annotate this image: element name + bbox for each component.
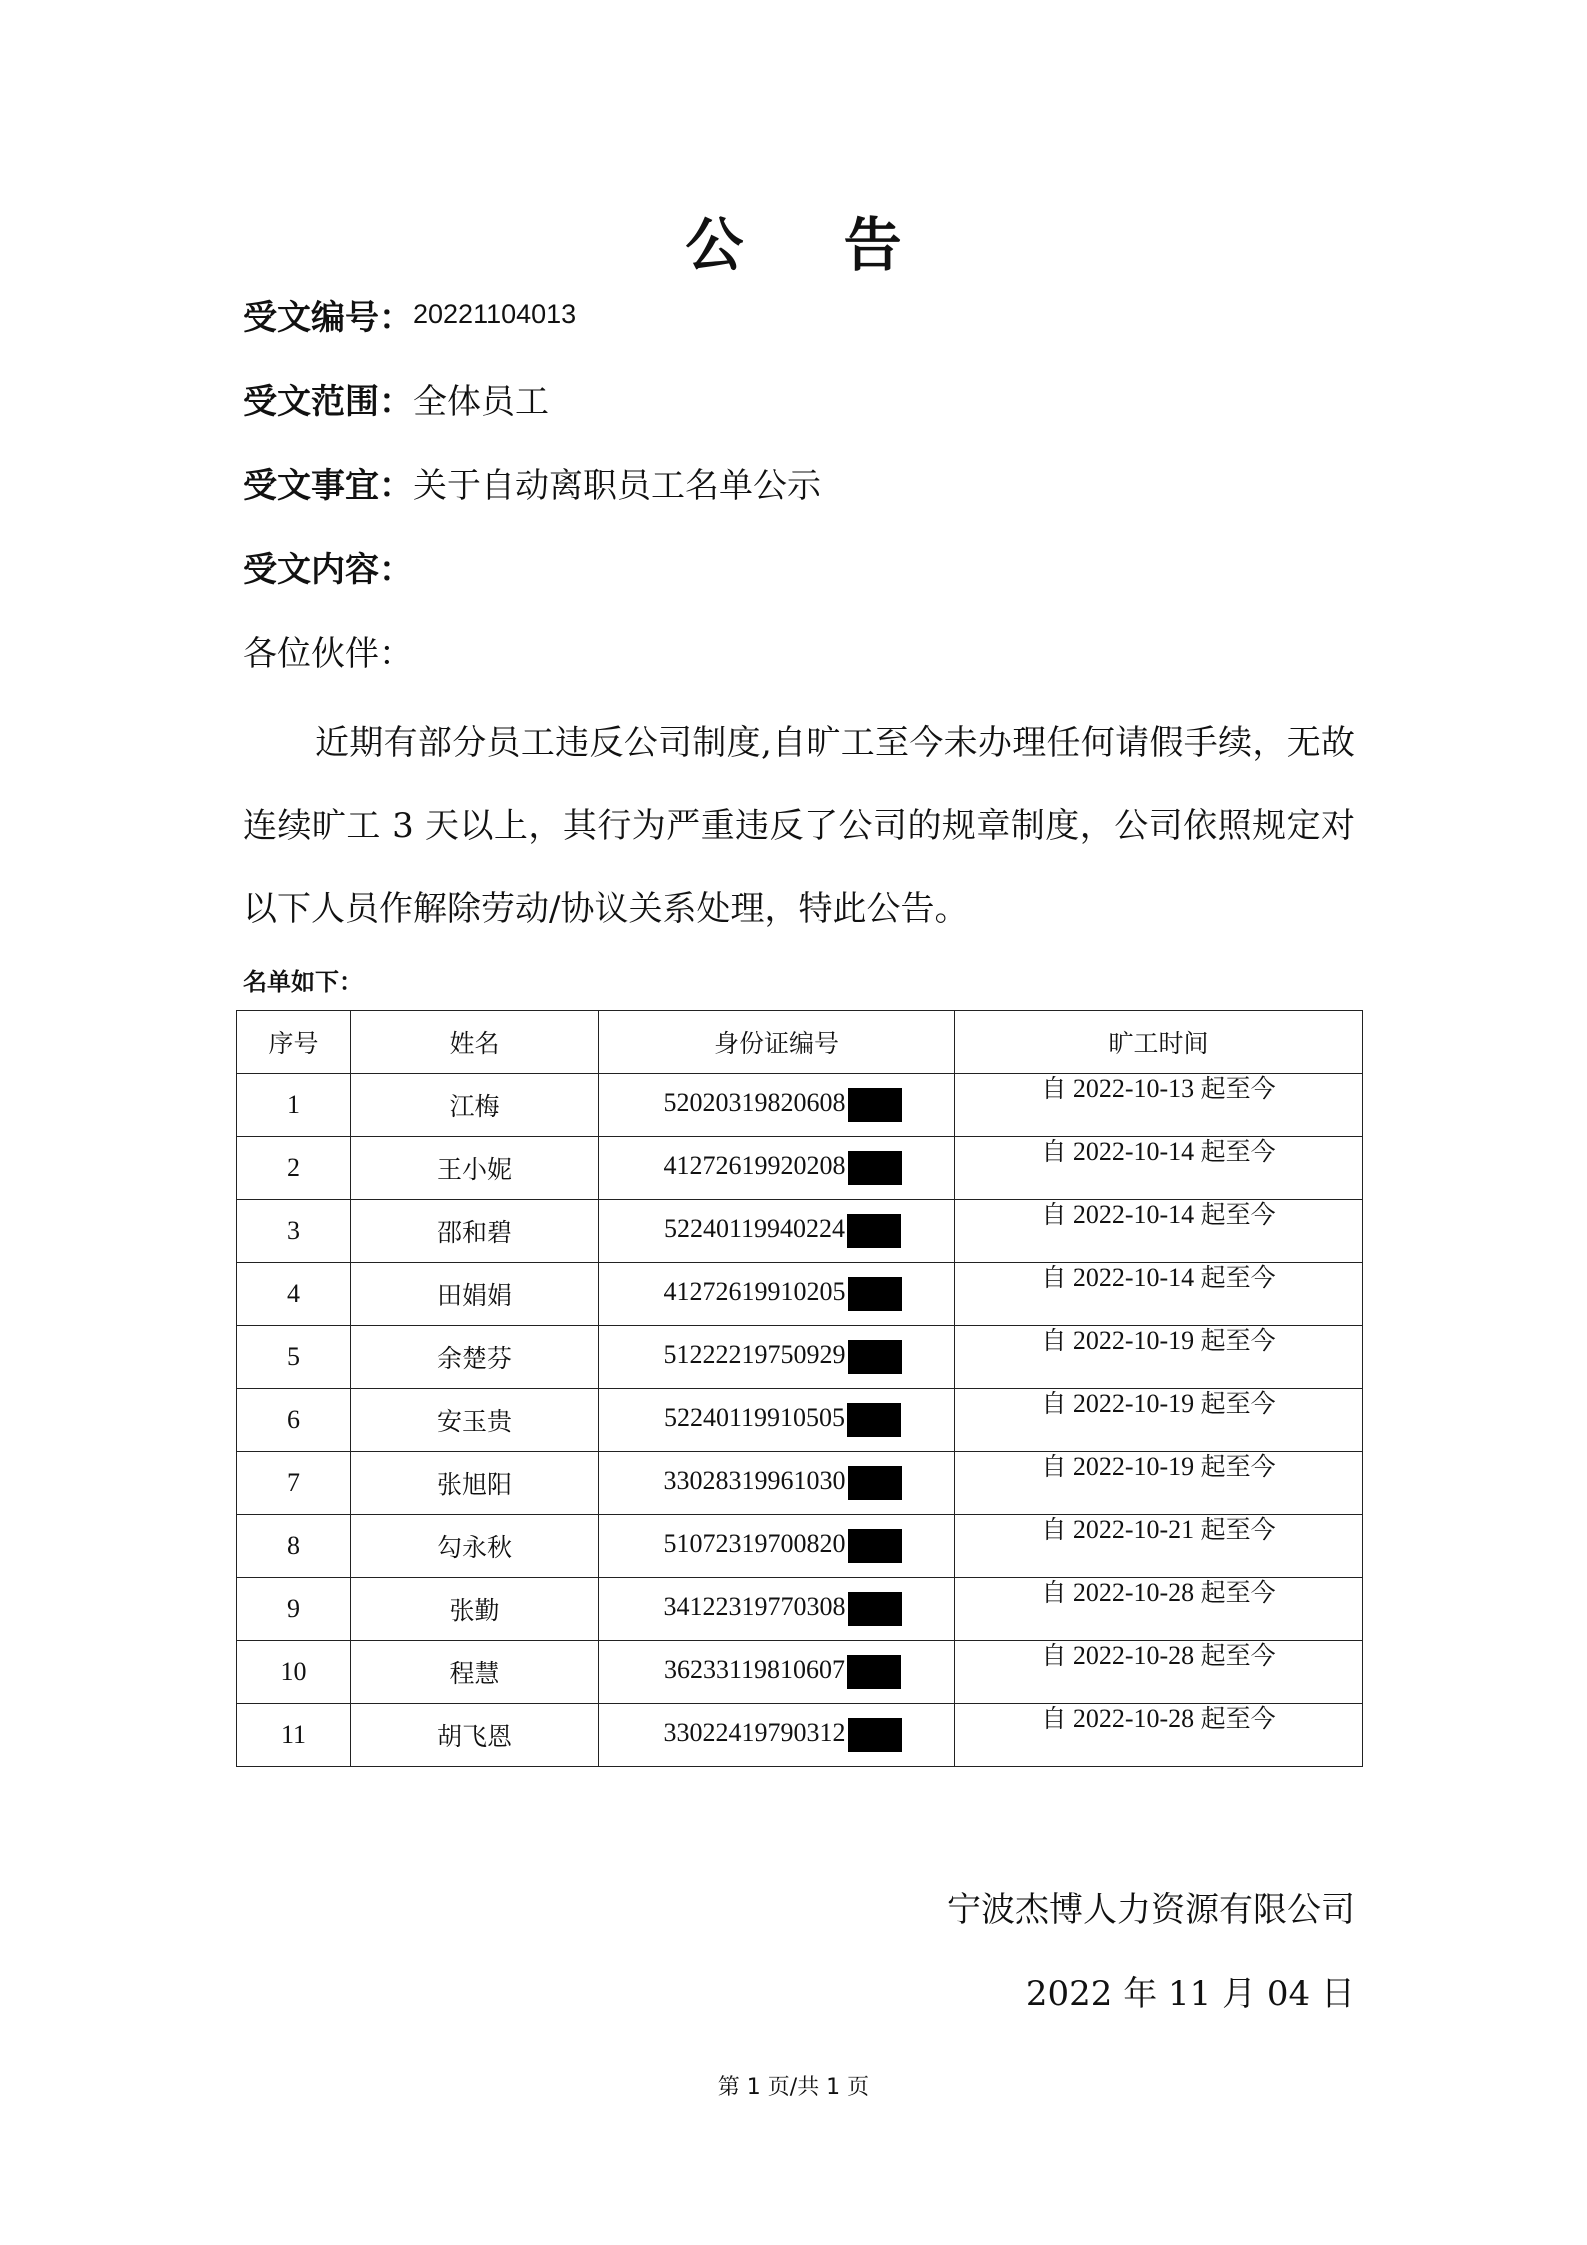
cell-name: 安玉贵 — [351, 1389, 599, 1452]
absence-to: 起至今 — [1200, 1578, 1276, 1607]
redaction-block — [848, 1466, 902, 1500]
id-number: 41272619920208 — [663, 1150, 846, 1180]
absence-from: 自 — [1041, 1641, 1067, 1670]
absence-date: 2022-10-14 — [1072, 1200, 1195, 1229]
absence-to: 起至今 — [1200, 1263, 1276, 1292]
list-title: 名单如下： — [243, 968, 363, 996]
cell-no: 3 — [237, 1200, 351, 1263]
table-row — [237, 1200, 1363, 1263]
page-title: 公 告 — [685, 211, 942, 279]
field-scope-value: 全体员工 — [413, 382, 549, 422]
signature-date: 2022 年 11 月 04 日 — [1025, 1974, 1355, 2014]
page-number: 第 1 页/共 1 页 — [717, 2075, 870, 2100]
table-row — [237, 1326, 1363, 1389]
cell-absence — [955, 1263, 1363, 1326]
absence-from: 自 — [1041, 1326, 1067, 1355]
cell-absence — [955, 1200, 1363, 1263]
absence-from: 自 — [1041, 1263, 1067, 1292]
id-number: 51222219750929 — [663, 1339, 846, 1369]
cell-name: 余楚芬 — [351, 1326, 599, 1389]
redaction-block — [848, 1592, 902, 1626]
absence-from: 自 — [1041, 1704, 1067, 1733]
id-number: 41272619910205 — [663, 1276, 846, 1306]
absence-date: 2022-10-19 — [1072, 1326, 1195, 1355]
roster-table — [236, 1010, 1363, 1767]
cell-name: 程慧 — [351, 1641, 599, 1704]
absence-from: 自 — [1041, 1515, 1067, 1544]
table-row — [237, 1074, 1363, 1137]
absence-date: 2022-10-19 — [1072, 1389, 1195, 1418]
cell-no: 4 — [237, 1263, 351, 1326]
field-content — [243, 548, 413, 592]
redaction-block — [847, 1403, 901, 1437]
cell-id — [599, 1641, 955, 1704]
header-id: 身份证编号 — [599, 1011, 955, 1074]
cell-absence — [955, 1074, 1363, 1137]
cell-absence — [955, 1578, 1363, 1641]
absence-from: 自 — [1041, 1452, 1067, 1481]
field-subject-label: 受文事宜： — [243, 466, 413, 506]
cell-id — [599, 1326, 955, 1389]
absence-from: 自 — [1041, 1074, 1067, 1103]
cell-absence — [955, 1389, 1363, 1452]
absence-from: 自 — [1041, 1200, 1067, 1229]
cell-no: 9 — [237, 1578, 351, 1641]
id-number: 52240119940224 — [663, 1213, 846, 1243]
id-number: 36233119810607 — [663, 1654, 846, 1684]
field-scope — [243, 380, 549, 424]
cell-absence — [955, 1137, 1363, 1200]
cell-no: 7 — [237, 1452, 351, 1515]
redaction-block — [848, 1277, 902, 1311]
table-row — [237, 1704, 1363, 1767]
redaction-block — [848, 1529, 902, 1563]
cell-name: 张勤 — [351, 1578, 599, 1641]
cell-no: 1 — [237, 1074, 351, 1137]
cell-no: 8 — [237, 1515, 351, 1578]
table-row — [237, 1515, 1363, 1578]
absence-date: 2022-10-28 — [1072, 1704, 1195, 1733]
cell-id — [599, 1200, 955, 1263]
redaction-block — [848, 1088, 902, 1122]
id-number: 52020319820608 — [663, 1087, 846, 1117]
absence-date: 2022-10-19 — [1072, 1452, 1195, 1481]
table-row — [237, 1641, 1363, 1704]
cell-name: 勾永秋 — [351, 1515, 599, 1578]
cell-absence — [955, 1326, 1363, 1389]
cell-name: 江梅 — [351, 1074, 599, 1137]
absence-to: 起至今 — [1200, 1452, 1276, 1481]
absence-date: 2022-10-13 — [1072, 1074, 1195, 1103]
cell-no: 10 — [237, 1641, 351, 1704]
field-subject — [243, 464, 821, 508]
header-name: 姓名 — [351, 1011, 599, 1074]
redaction-block — [847, 1214, 901, 1248]
cell-name: 张旭阳 — [351, 1452, 599, 1515]
table-row — [237, 1137, 1363, 1200]
cell-id — [599, 1515, 955, 1578]
table-row — [237, 1578, 1363, 1641]
absence-to: 起至今 — [1200, 1326, 1276, 1355]
absence-date: 2022-10-28 — [1072, 1641, 1195, 1670]
absence-date: 2022-10-21 — [1072, 1515, 1195, 1544]
field-content-label: 受文内容： — [243, 550, 413, 590]
id-number: 33028319961030 — [663, 1465, 846, 1495]
absence-to: 起至今 — [1200, 1389, 1276, 1418]
absence-date: 2022-10-28 — [1072, 1578, 1195, 1607]
cell-name: 王小妮 — [351, 1137, 599, 1200]
redaction-block — [847, 1655, 901, 1689]
absence-to: 起至今 — [1200, 1200, 1276, 1229]
id-number: 52240119910505 — [663, 1402, 846, 1432]
cell-name: 田娟娟 — [351, 1263, 599, 1326]
cell-name: 邵和碧 — [351, 1200, 599, 1263]
cell-absence — [955, 1452, 1363, 1515]
cell-name: 胡飞恩 — [351, 1704, 599, 1767]
table-row — [237, 1452, 1363, 1515]
header-absence: 旷工时间 — [955, 1011, 1363, 1074]
cell-absence — [955, 1515, 1363, 1578]
cell-id — [599, 1452, 955, 1515]
cell-no: 5 — [237, 1326, 351, 1389]
greeting: 各位伙伴： — [243, 634, 413, 674]
absence-to: 起至今 — [1200, 1515, 1276, 1544]
absence-to: 起至今 — [1200, 1137, 1276, 1166]
absence-to: 起至今 — [1200, 1641, 1276, 1670]
field-scope-label: 受文范围： — [243, 382, 413, 422]
redaction-block — [848, 1151, 902, 1185]
cell-id — [599, 1263, 955, 1326]
id-number: 34122319770308 — [663, 1591, 846, 1621]
header-no: 序号 — [237, 1011, 351, 1074]
cell-no: 6 — [237, 1389, 351, 1452]
table-row — [237, 1389, 1363, 1452]
table-body — [237, 1074, 1363, 1767]
absence-date: 2022-10-14 — [1072, 1137, 1195, 1166]
absence-date: 2022-10-14 — [1072, 1263, 1195, 1292]
cell-id — [599, 1704, 955, 1767]
field-doc-no-label: 受文编号： — [243, 298, 413, 338]
absence-to: 起至今 — [1200, 1704, 1276, 1733]
cell-id — [599, 1578, 955, 1641]
table-header-row — [237, 1011, 1363, 1074]
absence-to: 起至今 — [1200, 1074, 1276, 1103]
redaction-block — [848, 1340, 902, 1374]
absence-from: 自 — [1041, 1389, 1067, 1418]
field-subject-value: 关于自动离职员工名单公示 — [413, 466, 821, 506]
id-number: 51072319700820 — [663, 1528, 846, 1558]
cell-id — [599, 1137, 955, 1200]
cell-no: 2 — [237, 1137, 351, 1200]
cell-absence — [955, 1704, 1363, 1767]
cell-id — [599, 1389, 955, 1452]
company-name: 宁波杰博人力资源有限公司 — [947, 1890, 1355, 1930]
id-number: 33022419790312 — [663, 1717, 846, 1747]
body-paragraph: 近期有部分员工违反公司制度,自旷工至今未办理任何请假手续，无故连续旷工 3 天以上，其行为严重违反了公司的规章制度，公司依照规定对以下人员作解除劳动/协议关系处理，特此公告。 — [243, 723, 1355, 929]
field-doc-no — [243, 296, 576, 342]
absence-from: 自 — [1041, 1578, 1067, 1607]
cell-absence — [955, 1641, 1363, 1704]
table-row — [237, 1263, 1363, 1326]
cell-no: 11 — [237, 1704, 351, 1767]
field-doc-no-value: 20221104013 — [413, 299, 577, 329]
absence-from: 自 — [1041, 1137, 1067, 1166]
redaction-block — [848, 1718, 902, 1752]
cell-id — [599, 1074, 955, 1137]
